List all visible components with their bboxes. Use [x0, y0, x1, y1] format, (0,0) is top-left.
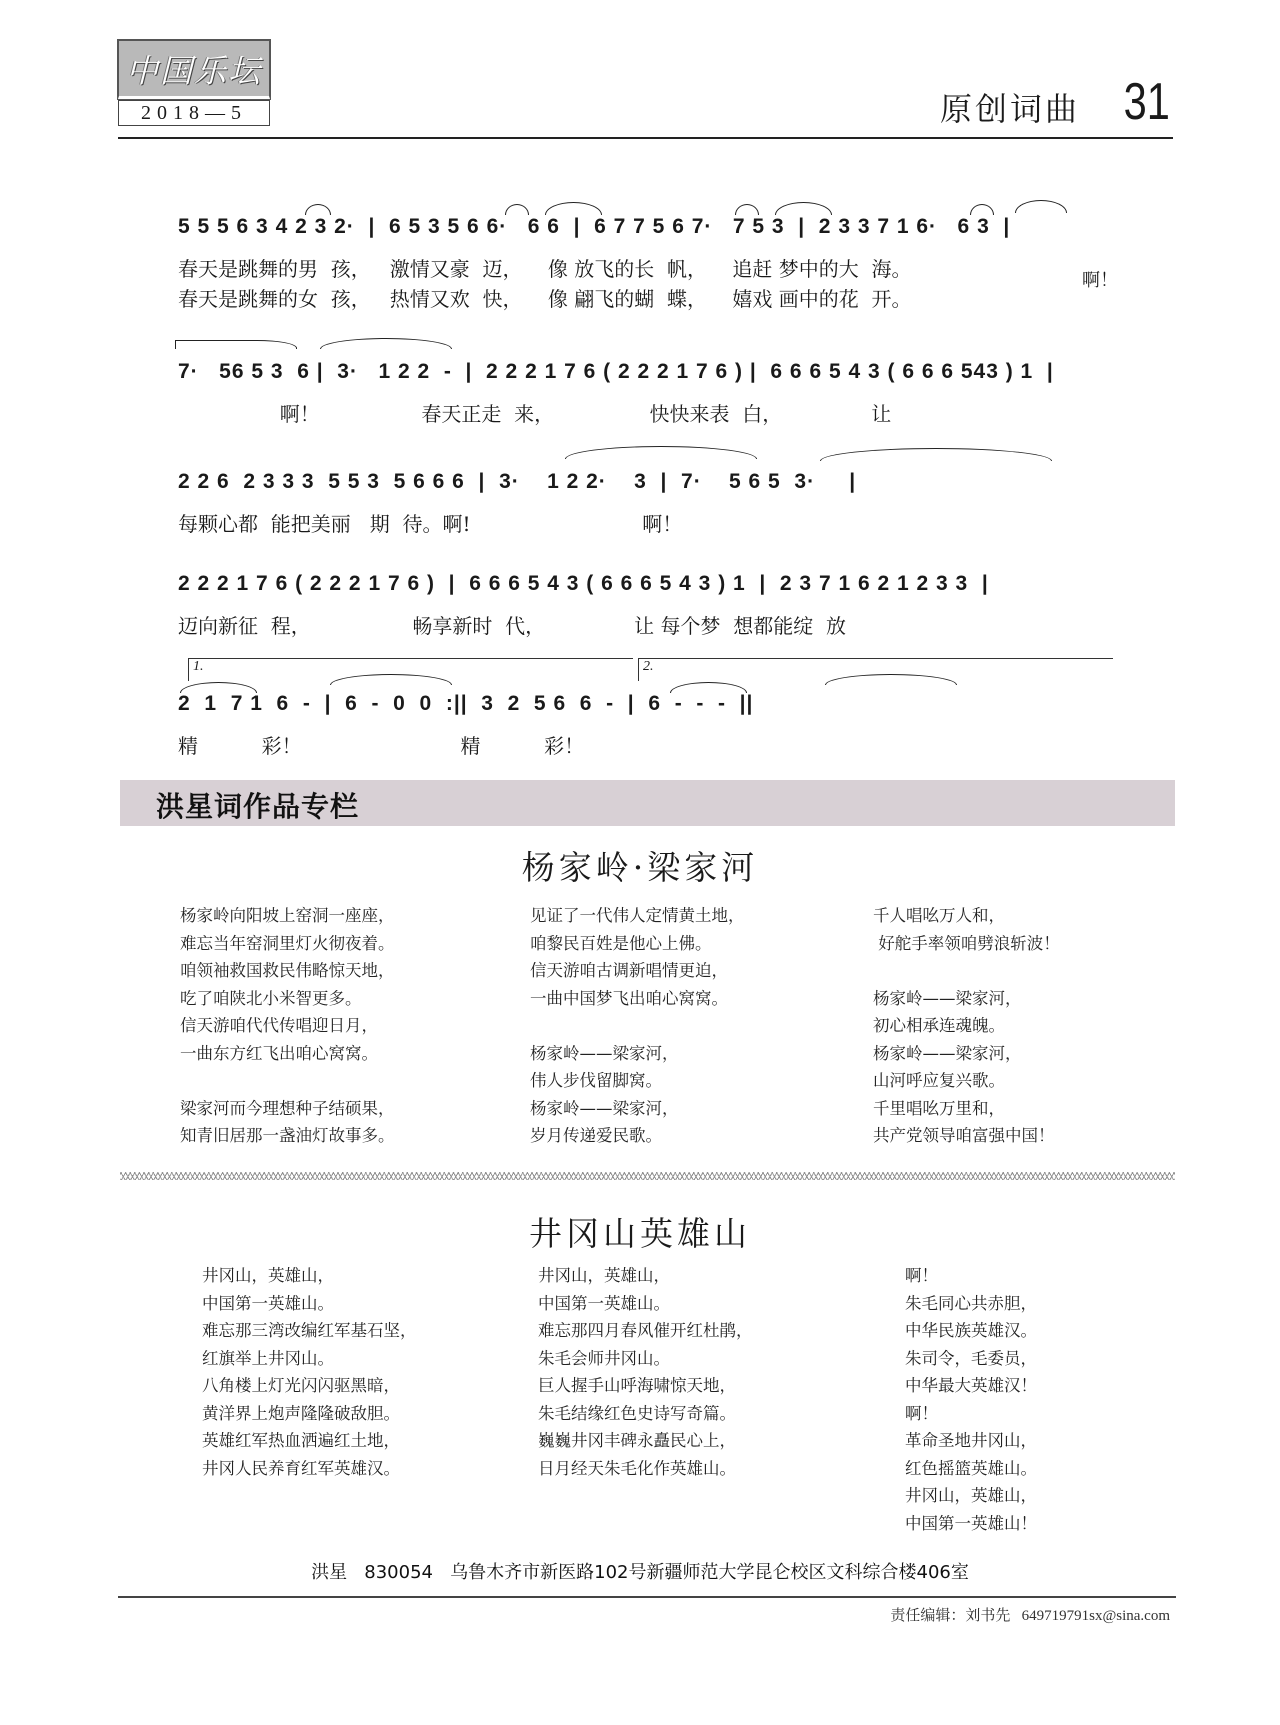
poem-2-column-2: [538, 1262, 753, 1482]
slur: [305, 204, 331, 215]
score-row-4-notes: 2 2 2 1 7 6 ( 2 2 2 1 7 6 ) | 6 6 6 5 4 3 ( 6 6 6 5 4 3 ) 1 | 2 3 7 1 6 2 1 2 3 3 |: [178, 572, 989, 595]
slur: [735, 204, 759, 215]
poem-2-column-1: [202, 1262, 417, 1482]
poem-1-column-2: [530, 902, 745, 1150]
column-banner-title: 洪星词作品专栏: [156, 790, 360, 823]
header-rule: [118, 137, 1173, 139]
poem-line: 朱司令，毛委员，: [905, 1348, 1037, 1368]
slur: [820, 448, 1052, 461]
score-row-3-notes: 2 2 6 2 3 3 3 5 5 3 5 6 6 6 | 3· 1 2 2· 3 | 7· 5 6 5 3· |: [178, 470, 857, 493]
poem-line: 红旗举上井冈山。: [202, 1348, 334, 1368]
poem-line: 岁月传递爱民歌。: [530, 1126, 662, 1145]
poem-line: 井冈人民养育红军英雄汉。: [202, 1458, 400, 1478]
poem-1-column-3: [873, 902, 1060, 1150]
poem-line: 革命圣地井冈山，: [905, 1431, 1037, 1450]
slur: [545, 202, 602, 215]
poem-line: 难忘那三湾改编红军基石坚，: [202, 1321, 417, 1340]
poem-line: 井冈山，英雄山，: [905, 1486, 1037, 1505]
poem-line: 杨家岭——梁家河，: [530, 1098, 679, 1118]
poem-line: 中国第一英雄山。: [202, 1293, 334, 1313]
poem-line: 吃了咱陕北小米智更多。: [180, 988, 362, 1008]
poem-line: 英雄红军热血洒遍红土地，: [202, 1431, 400, 1450]
poem-line: 杨家岭——梁家河，: [873, 988, 1022, 1008]
poem-line: 好舵手率领咱劈浪斩波！: [873, 933, 1060, 953]
volta-label-1: 1.: [193, 659, 204, 674]
poem-1-column-1: [180, 902, 395, 1150]
poem-line: [873, 957, 1060, 985]
slur: [970, 204, 994, 215]
poem-line: 知青旧居那一盏油灯故事多。: [180, 1126, 395, 1145]
lyric-row-2: 啊！ 春天正走 来， 快快来表 白， 让: [178, 402, 892, 426]
volta-label-2: 2.: [643, 659, 654, 674]
poem-line: 难忘当年窑洞里灯火彻夜着。: [180, 933, 395, 953]
slur: [1015, 200, 1067, 213]
lyric-verse-2: 春天是跳舞的女 孩， 热情又欢 快， 像 翩飞的蝴 蝶， 嬉戏 画中的花 开。: [178, 287, 912, 311]
wavy-divider: [120, 1172, 1175, 1180]
score-row-5-notes: 2 1 7 1 6 - | 6 - 0 0 :|| 3 2 5 6 6 - | 6 - - - ||: [178, 692, 754, 715]
poem-line: 朱毛结缘红色史诗写奇篇。: [538, 1403, 736, 1423]
poem-line: 朱毛同心共赤胆，: [905, 1293, 1037, 1313]
poem-line: 伟人步伐留脚窝。: [530, 1071, 662, 1090]
poem-line: 一曲中国梦飞出咱心窝窝。: [530, 988, 728, 1008]
poem-line: 初心相承连魂魄。: [873, 1016, 1005, 1035]
poem-line: 井冈山，英雄山，: [538, 1266, 670, 1285]
poem-line: 中国第一英雄山。: [538, 1293, 670, 1313]
score-row-2-notes: 7· 56 5 3 6 | 3· 1 2 2 - | 2 2 2 1 7 6 ( 2 2 2 1 7 6 ) | 6 6 6 5 4 3 ( 6 6 6 543 ) 1 |: [178, 360, 1054, 383]
poem-2-column-3: [905, 1262, 1037, 1537]
footer-rule: [118, 1596, 1176, 1598]
slur: [175, 340, 297, 349]
page-number: 31: [1123, 73, 1170, 131]
poem-1-title: 杨家岭·梁家河: [521, 848, 759, 887]
poem-line: 难忘那四月春风催开红杜鹃，: [538, 1321, 753, 1340]
poem-line: [180, 1067, 395, 1095]
poem-line: 梁家河而今理想种子结硕果，: [180, 1098, 395, 1118]
section-title: 原创词曲: [939, 90, 1080, 128]
poem-line: 咱领袖救国救民伟略惊天地，: [180, 961, 395, 980]
author-address: 洪星 830054 乌鲁木齐市新医路102号新疆师范大学昆仑校区文科综合楼406室: [311, 1562, 969, 1583]
poem-line: 山河呼应复兴歌。: [873, 1071, 1005, 1090]
slur: [565, 446, 757, 459]
poem-line: 红色摇篮英雄山。: [905, 1458, 1037, 1478]
editor-credit: 责任编辑：刘书先 649719791sx@sina.com: [890, 1608, 1170, 1624]
poem-line: 朱毛会师井冈山。: [538, 1348, 670, 1368]
poem-line: 中国第一英雄山！: [905, 1513, 1037, 1533]
poem-line: 千里唱吆万里和，: [873, 1098, 1005, 1118]
slur: [320, 338, 452, 349]
lyric-verse-1: 春天是跳舞的男 孩， 激情又豪 迈， 像 放飞的长 帆， 追赶 梦中的大 海。: [178, 257, 912, 281]
poem-line: 中华最大英雄汉！: [905, 1376, 1037, 1395]
score-row-1-notes: 5 5 5 6 3 4 2 3 2· | 6 5 3 5 6 6· 6 6 | 6 7 7 5 6 7· 7 5 3 | 2 3 3 7 1 6· 6 3 |: [178, 215, 1011, 238]
poem-line: 一曲东方红飞出咱心窝窝。: [180, 1043, 378, 1063]
poem-line: 巨人握手山呼海啸惊天地，: [538, 1376, 736, 1395]
poem-line: 日月经天朱毛化作英雄山。: [538, 1458, 736, 1478]
lyric-aside: 啊！: [1082, 270, 1118, 291]
lyric-row-3: 每颗心都 能把美丽 期 待。啊! 啊！: [178, 512, 683, 536]
slur: [505, 204, 529, 215]
lyric-row-4: 迈向新征 程， 畅享新时 代， 让 每个梦 想都能绽 放: [178, 614, 846, 638]
poem-line: 杨家岭——梁家河，: [530, 1043, 679, 1063]
poem-line: 啊！: [905, 1266, 938, 1285]
poem-line: 信天游咱古调新唱情更迫，: [530, 961, 728, 980]
poem-line: 咱黎民百姓是他心上佛。: [530, 933, 712, 953]
poem-line: 共产党领导咱富强中国！: [873, 1126, 1055, 1145]
poem-line: 千人唱吆万人和，: [873, 906, 1005, 925]
poem-line: 八角楼上灯光闪闪驱黑暗，: [202, 1376, 400, 1395]
poem-line: 杨家岭——梁家河，: [873, 1043, 1022, 1063]
lyric-row-5: 精 彩！ 精 彩！: [178, 734, 585, 758]
poem-line: 中华民族英雄汉。: [905, 1321, 1037, 1340]
poem-line: 杨家岭向阳坡上窑洞一座座，: [180, 906, 395, 925]
poem-line: 信天游咱代代传唱迎日月，: [180, 1016, 378, 1035]
issue-number: 2018—5: [118, 100, 270, 126]
poem-line: 黄洋界上炮声隆隆破敌胆。: [202, 1403, 400, 1423]
poem-line: [530, 1012, 745, 1040]
slur: [775, 202, 832, 215]
poem-2-title: 井冈山英雄山: [529, 1214, 751, 1253]
poem-line: 井冈山，英雄山，: [202, 1266, 334, 1285]
poem-line: 巍巍井冈丰碑永矗民心上，: [538, 1431, 736, 1450]
poem-line: 啊！: [905, 1403, 938, 1423]
masthead-logo: 中国乐坛: [118, 40, 270, 99]
poem-line: 见证了一代伟人定情黄土地，: [530, 906, 745, 925]
